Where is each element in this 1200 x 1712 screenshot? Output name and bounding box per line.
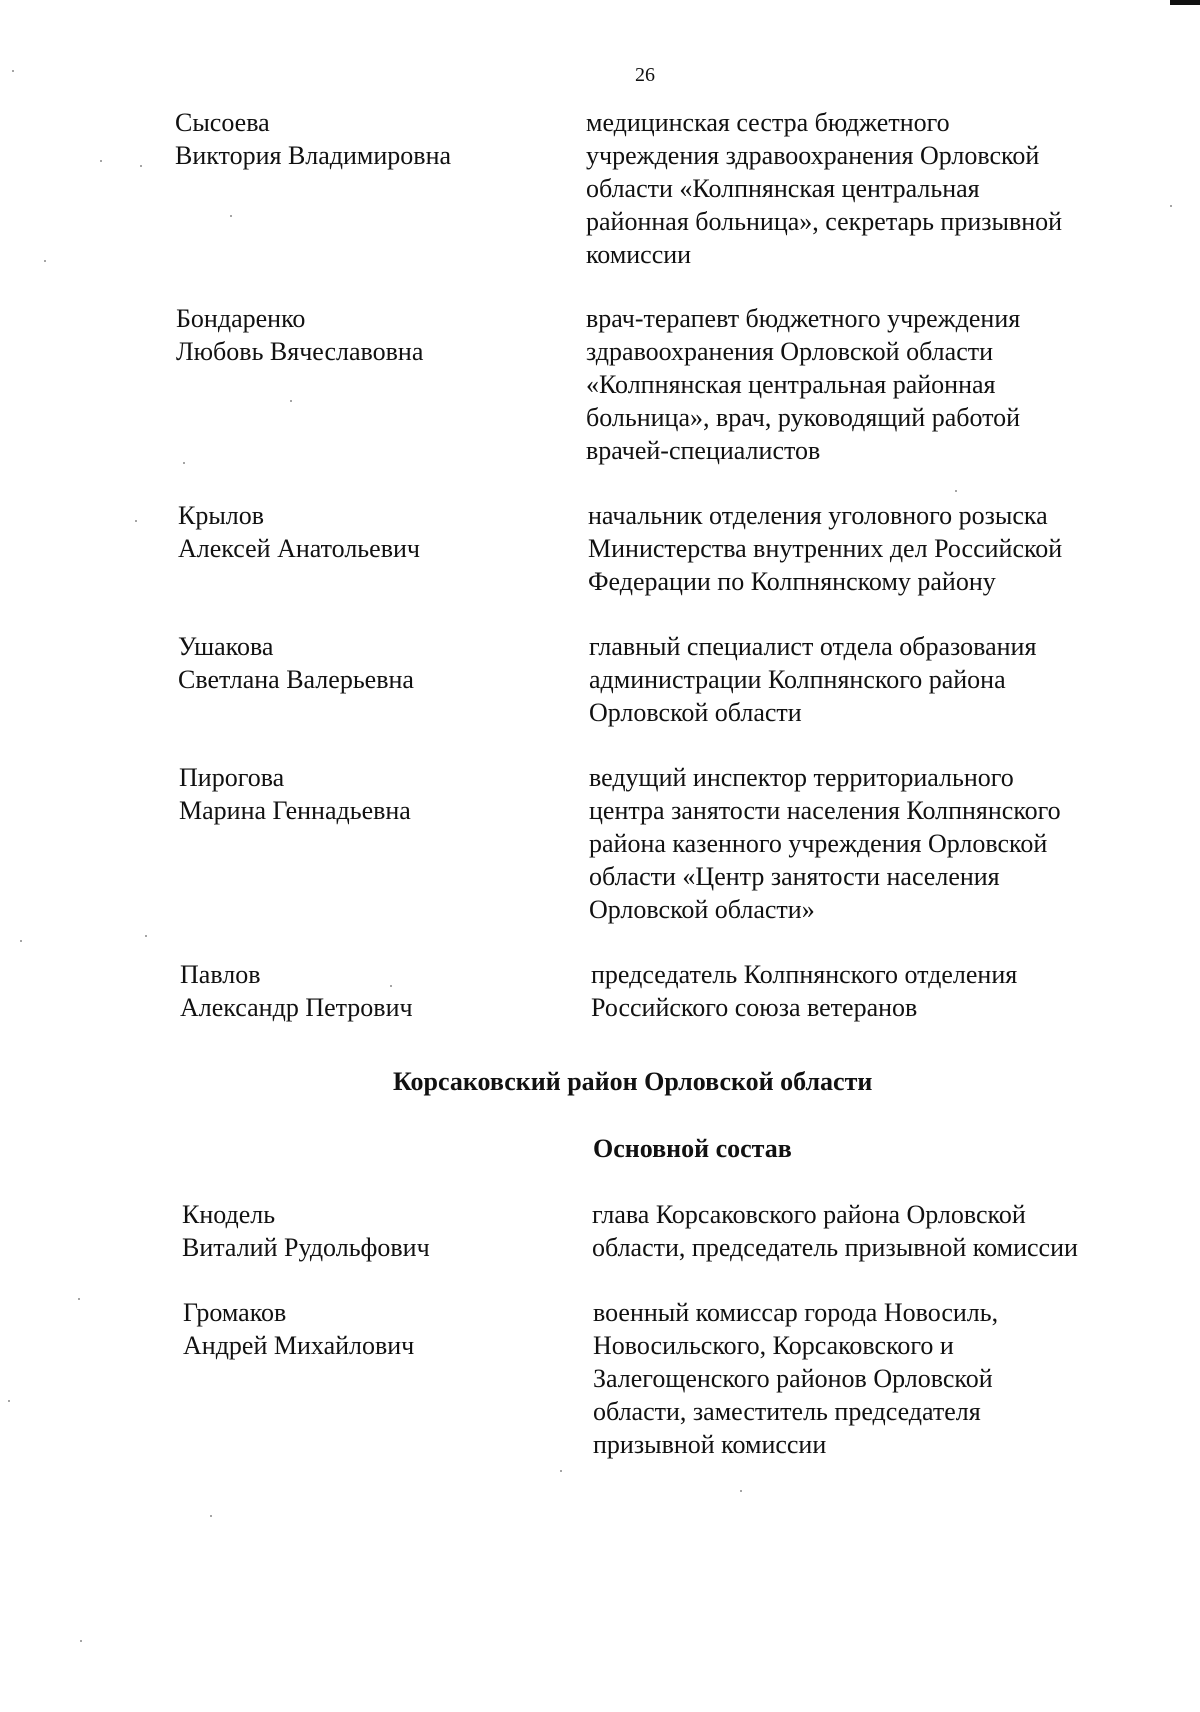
role-line: медицинская сестра бюджетного xyxy=(586,108,950,137)
member-name xyxy=(175,106,451,172)
member-given-name: Виктория Владимировна xyxy=(175,141,452,170)
role-line: области, заместитель председателя xyxy=(593,1397,981,1426)
page-number: 26 xyxy=(635,64,655,86)
role-line: района казенного учреждения Орловской xyxy=(589,829,1048,858)
role-line: Орловской области xyxy=(589,698,802,727)
scan-speck xyxy=(140,165,142,167)
scan-speck xyxy=(44,260,46,262)
member-given-name: Андрей Михайлович xyxy=(183,1331,415,1360)
role-line: глава Корсаковского района Орловской xyxy=(592,1200,1026,1229)
member-given-name: Алексей Анатольевич xyxy=(178,534,420,563)
member-name xyxy=(178,499,420,565)
role-line: комиссии xyxy=(586,240,692,269)
role-line: Залегощенского районов Орловской xyxy=(593,1364,993,1393)
role-line: врач-терапевт бюджетного учреждения xyxy=(586,304,1021,333)
member-name xyxy=(180,958,413,1024)
member-surname: Крылов xyxy=(178,501,265,530)
role-line: главный специалист отдела образования xyxy=(589,632,1037,661)
role-line: районная больница», секретарь призывной xyxy=(586,207,1063,236)
role-line: области «Колпнянская центральная xyxy=(586,174,980,203)
scan-speck xyxy=(290,400,292,402)
member-given-name: Виталий Рудольфович xyxy=(182,1233,430,1262)
scan-speck xyxy=(1170,205,1172,207)
scan-speck xyxy=(740,1490,742,1492)
member-role xyxy=(589,761,1129,926)
member-role xyxy=(593,1296,1133,1461)
role-line: начальник отделения уголовного розыска xyxy=(588,501,1048,530)
scan-speck xyxy=(100,160,102,162)
role-line: администрации Колпнянского района xyxy=(589,665,1006,694)
member-name xyxy=(176,302,423,368)
member-role xyxy=(586,106,1126,271)
member-role xyxy=(586,302,1126,467)
role-line: военный комиссар города Новосиль, xyxy=(593,1298,999,1327)
member-surname: Бондаренко xyxy=(176,304,306,333)
member-surname: Павлов xyxy=(180,960,261,989)
role-line: здравоохранения Орловской области xyxy=(586,337,994,366)
member-role xyxy=(589,630,1129,729)
scan-speck xyxy=(183,462,185,464)
role-line: «Колпнянская центральная районная xyxy=(586,370,996,399)
member-surname: Громаков xyxy=(183,1298,287,1327)
member-given-name: Александр Петрович xyxy=(180,993,413,1022)
scan-speck xyxy=(145,935,147,937)
role-line: Федерации по Колпнянскому району xyxy=(588,567,996,596)
member-name xyxy=(179,761,411,827)
member-surname: Сысоева xyxy=(175,108,270,137)
scan-speck xyxy=(12,70,14,72)
member-given-name: Любовь Вячеславовна xyxy=(176,337,424,366)
member-surname: Кнодель xyxy=(182,1200,276,1229)
scan-speck xyxy=(20,940,22,942)
member-surname: Пирогова xyxy=(179,763,285,792)
member-role xyxy=(592,1198,1152,1264)
role-line: области «Центр занятости населения xyxy=(589,862,1000,891)
scan-speck xyxy=(390,985,392,987)
member-role xyxy=(591,958,1131,1024)
scan-speck xyxy=(560,1470,562,1472)
member-given-name: Светлана Валерьевна xyxy=(178,665,414,694)
role-line: врачей-специалистов xyxy=(586,436,821,465)
member-name xyxy=(183,1296,414,1362)
section-subheading: Основной состав xyxy=(593,1134,792,1163)
scan-speck xyxy=(210,1515,212,1517)
corner-scan-mark xyxy=(1170,0,1200,5)
role-line: Новосильского, Корсаковского и xyxy=(593,1331,954,1360)
member-given-name: Марина Геннадьевна xyxy=(179,796,411,825)
scan-speck xyxy=(230,215,232,217)
member-role xyxy=(588,499,1128,598)
scan-speck xyxy=(955,490,957,492)
role-line: центра занятости населения Колпнянского xyxy=(589,796,1061,825)
scan-speck xyxy=(8,1400,10,1402)
member-name xyxy=(178,630,414,696)
member-name xyxy=(182,1198,430,1264)
district-heading: Корсаковский район Орловской области xyxy=(393,1067,873,1096)
role-line: учреждения здравоохранения Орловской xyxy=(586,141,1040,170)
role-line: Орловской области» xyxy=(589,895,815,924)
role-line: ведущий инспектор территориального xyxy=(589,763,1014,792)
scan-speck xyxy=(80,1640,82,1642)
role-line: больница», врач, руководящий работой xyxy=(586,403,1021,432)
scan-speck xyxy=(135,520,137,522)
scan-speck xyxy=(78,1298,80,1300)
role-line: области, председатель призывной комиссии xyxy=(592,1233,1078,1262)
role-line: председатель Колпнянского отделения xyxy=(591,960,1018,989)
role-line: призывной комиссии xyxy=(593,1430,827,1459)
member-surname: Ушакова xyxy=(178,632,274,661)
role-line: Министерства внутренних дел Российской xyxy=(588,534,1063,563)
role-line: Российского союза ветеранов xyxy=(591,993,918,1022)
